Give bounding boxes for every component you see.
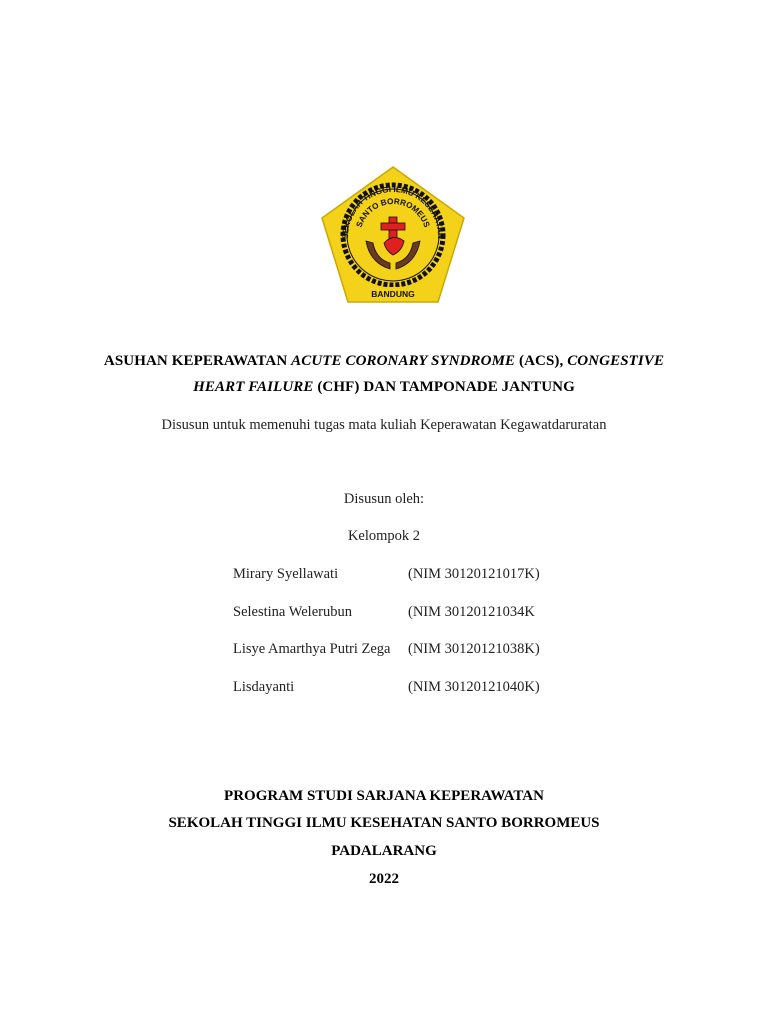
year: 2022 xyxy=(369,871,399,887)
city-name: PADALARANG xyxy=(331,843,437,859)
document-subtitle: Disusun untuk memenuhi tugas mata kuliah Keperawatan Kegawatdaruratan xyxy=(161,417,607,433)
member-name: Lisdayanti xyxy=(233,678,295,695)
list-item xyxy=(233,604,593,642)
title-text: (CHF) DAN TAMPONADE JANTUNG xyxy=(313,379,575,395)
title-italic-acs: ACUTE CORONARY SYNDROME xyxy=(291,353,516,369)
member-name: Selestina Welerubun xyxy=(233,603,352,620)
list-item xyxy=(233,679,593,717)
member-nim: (NIM 30120121040K) xyxy=(408,678,540,695)
member-nim: (NIM 30120121034K xyxy=(408,603,535,620)
institution-logo xyxy=(318,163,468,307)
list-item xyxy=(233,566,593,604)
title-italic-congestive: CONGESTIVE xyxy=(567,353,665,369)
group-label: Kelompok 2 xyxy=(347,528,421,544)
title-italic-heart-failure: HEART FAILURE xyxy=(193,379,314,395)
program-name: PROGRAM STUDI SARJANA KEPERAWATAN xyxy=(224,788,544,804)
list-item xyxy=(233,641,593,679)
document-title-line1 xyxy=(0,353,768,370)
title-text: ASUHAN KEPERAWATAN xyxy=(103,353,292,369)
member-nim: (NIM 30120121038K) xyxy=(408,641,540,657)
member-nim: (NIM 30120121017K) xyxy=(408,566,540,582)
document-title-line2 xyxy=(0,379,768,396)
school-name: SEKOLAH TINGGI ILMU KESEHATAN SANTO BORROMEUS xyxy=(168,815,600,831)
logo-arc-line2: SANTO BORROMEUS xyxy=(354,196,432,229)
logo-emblem xyxy=(318,163,468,307)
logo-bottom-text: BANDUNG xyxy=(371,289,415,299)
logo-arc-line1: SEKOLAH TINGGI ILMU KESEHATAN xyxy=(340,184,446,240)
authors-label: Disusun oleh: xyxy=(343,491,425,507)
title-text: (ACS), xyxy=(515,353,568,369)
member-name: Lisye Amarthya Putri Zega xyxy=(233,641,391,657)
member-list xyxy=(233,566,593,716)
member-name: Mirary Syellawati xyxy=(233,566,339,582)
